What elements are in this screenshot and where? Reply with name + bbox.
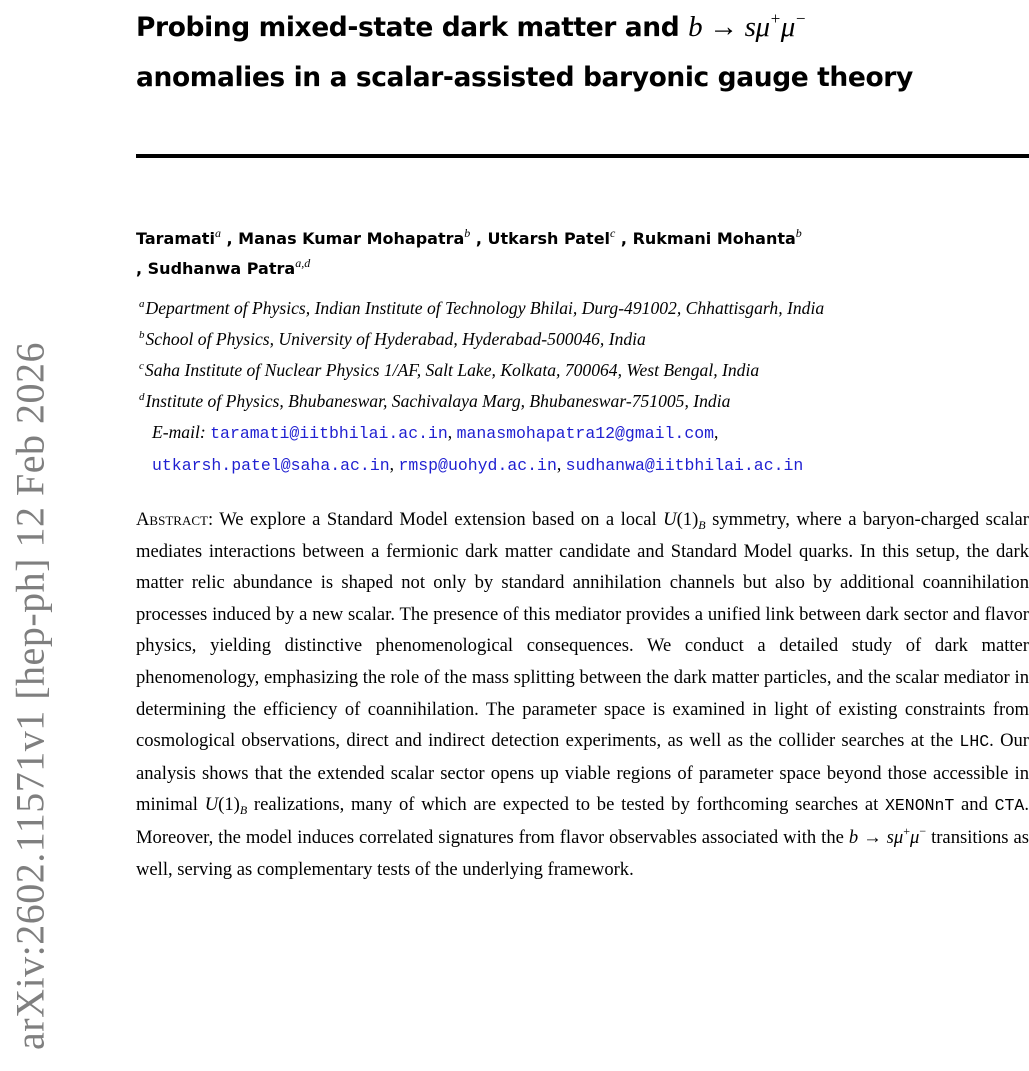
email-line-1: E-mail: taramati@iitbhilai.ac.in, manasmohapatra12@gmail.com,: [152, 422, 719, 443]
cta-term: CTA: [994, 796, 1025, 816]
xenonnt-term: XENONnT: [885, 796, 955, 816]
title-line-2: anomalies in a scalar-assisted baryonic gauge theory: [136, 62, 913, 93]
author-name: Rukmani Mohanta: [632, 229, 796, 248]
author-affil-mark: b: [464, 226, 471, 240]
arxiv-identifier-stamp: [0, 320, 60, 1071]
email-line-2: utkarsh.patel@saha.ac.in, rmsp@uohyd.ac.in, sudhanwa@iitbhilai.ac.in: [152, 454, 804, 475]
author-list: Taramati$^a$ , Manas Kumar Mohapatra$^b$ , Utkarsh Patel$^c$ , Rukmani Mohanta$^b$ , Sudhanwa Patra$^{a,d}$: [136, 226, 802, 278]
author-affil-mark: a: [214, 226, 221, 240]
email-link-rukmani[interactable]: rmsp@uohyd.ac.in: [398, 456, 557, 475]
author-affil-mark: b: [795, 226, 802, 240]
email-link-sudhanwa[interactable]: sudhanwa@iitbhilai.ac.in: [565, 456, 804, 475]
affiliation-d: $^d$Institute of Physics, Bhubaneswar, Sachivalaya Marg, Bhubaneswar-751005, India: [139, 391, 731, 411]
math-b-to-s-mu-mu: b → sμ+μ−: [848, 823, 927, 848]
author-name: Utkarsh Patel: [487, 229, 611, 248]
arxiv-id-text: arXiv:2602.11571v1 [hep-ph] 12 Feb 2026: [7, 341, 53, 1050]
abstract: Abstract: We explore a Standard Model extension based on a local $U(1)_B$ symmetry, where a baryon-charged scalar mediates interactions between a fermionic dark matter candidate and Standard Model quarks. In this setup, the dark matter relic abundance is shaped not only by standard annihilation channels but also by additional coannihilation processes induced by a new scalar. The presence of this mediator provides a unified link between dark sector and flavor physics, yielding distinctive phenomenological consequences. We conduct a detailed study of dark matter phenomenology, emphasizing the role of the mass splitting between the dark matter particles, and the scalar mediator in determining the efficiency of coannihilation. The parameter space is examined in light of existing constraints from cosmological observations, direct and indirect detection experiments, as well as the collider searches at the LHC. Our analysis shows that the extended scalar sector opens up viable regions of parameter space beyond those accessible in minimal $U(1)_B$ realizations, many of which are expected to be tested by forthcoming searches at XENONnT and CTA. Moreover, the model induces correlated signatures from flavor observables associated with the b → sμ+μ− transitions as well, serving as complementary tests of the underlying framework.: [136, 509, 1029, 880]
author-affil-mark: a,d: [295, 256, 311, 270]
email-link-utkarsh[interactable]: utkarsh.patel@saha.ac.in: [152, 456, 390, 475]
affiliation-a: $^a$Department of Physics, Indian Institute of Technology Bhilai, Durg-491002, Chhattisgarh, India: [139, 298, 825, 318]
title-divider-rule: [136, 154, 1029, 158]
affiliation-c: $^c$Saha Institute of Nuclear Physics 1/AF, Salt Lake, Kolkata, 700064, West Bengal, India: [139, 360, 760, 380]
affiliations: [139, 293, 1029, 481]
author-name: Taramati: [136, 229, 215, 248]
email-link-taramati[interactable]: taramati@iitbhilai.ac.in: [210, 424, 448, 443]
lhc-term: LHC: [959, 732, 990, 752]
author-name: Manas Kumar Mohapatra: [238, 229, 465, 248]
affiliation-b: $^b$School of Physics, University of Hyderabad, Hyderabad-500046, India: [139, 329, 646, 349]
math-u1b: $U(1)_B$: [204, 794, 248, 818]
abstract-label: Abstract: [136, 509, 208, 530]
title-line-1: Probing mixed-state dark matter and b → sμ+μ−: [136, 9, 806, 43]
math-u1b: $U(1)_B$: [663, 509, 706, 532]
title-math-b-to-s-mu-mu: b → sμ+μ−: [688, 9, 806, 43]
author-affil-mark: c: [610, 226, 616, 240]
email-label: E-mail:: [152, 422, 211, 442]
author-name: Sudhanwa Patra: [147, 259, 296, 278]
email-link-manas[interactable]: manasmohapatra12@gmail.com: [456, 424, 715, 443]
paper-title: [136, 2, 1029, 103]
